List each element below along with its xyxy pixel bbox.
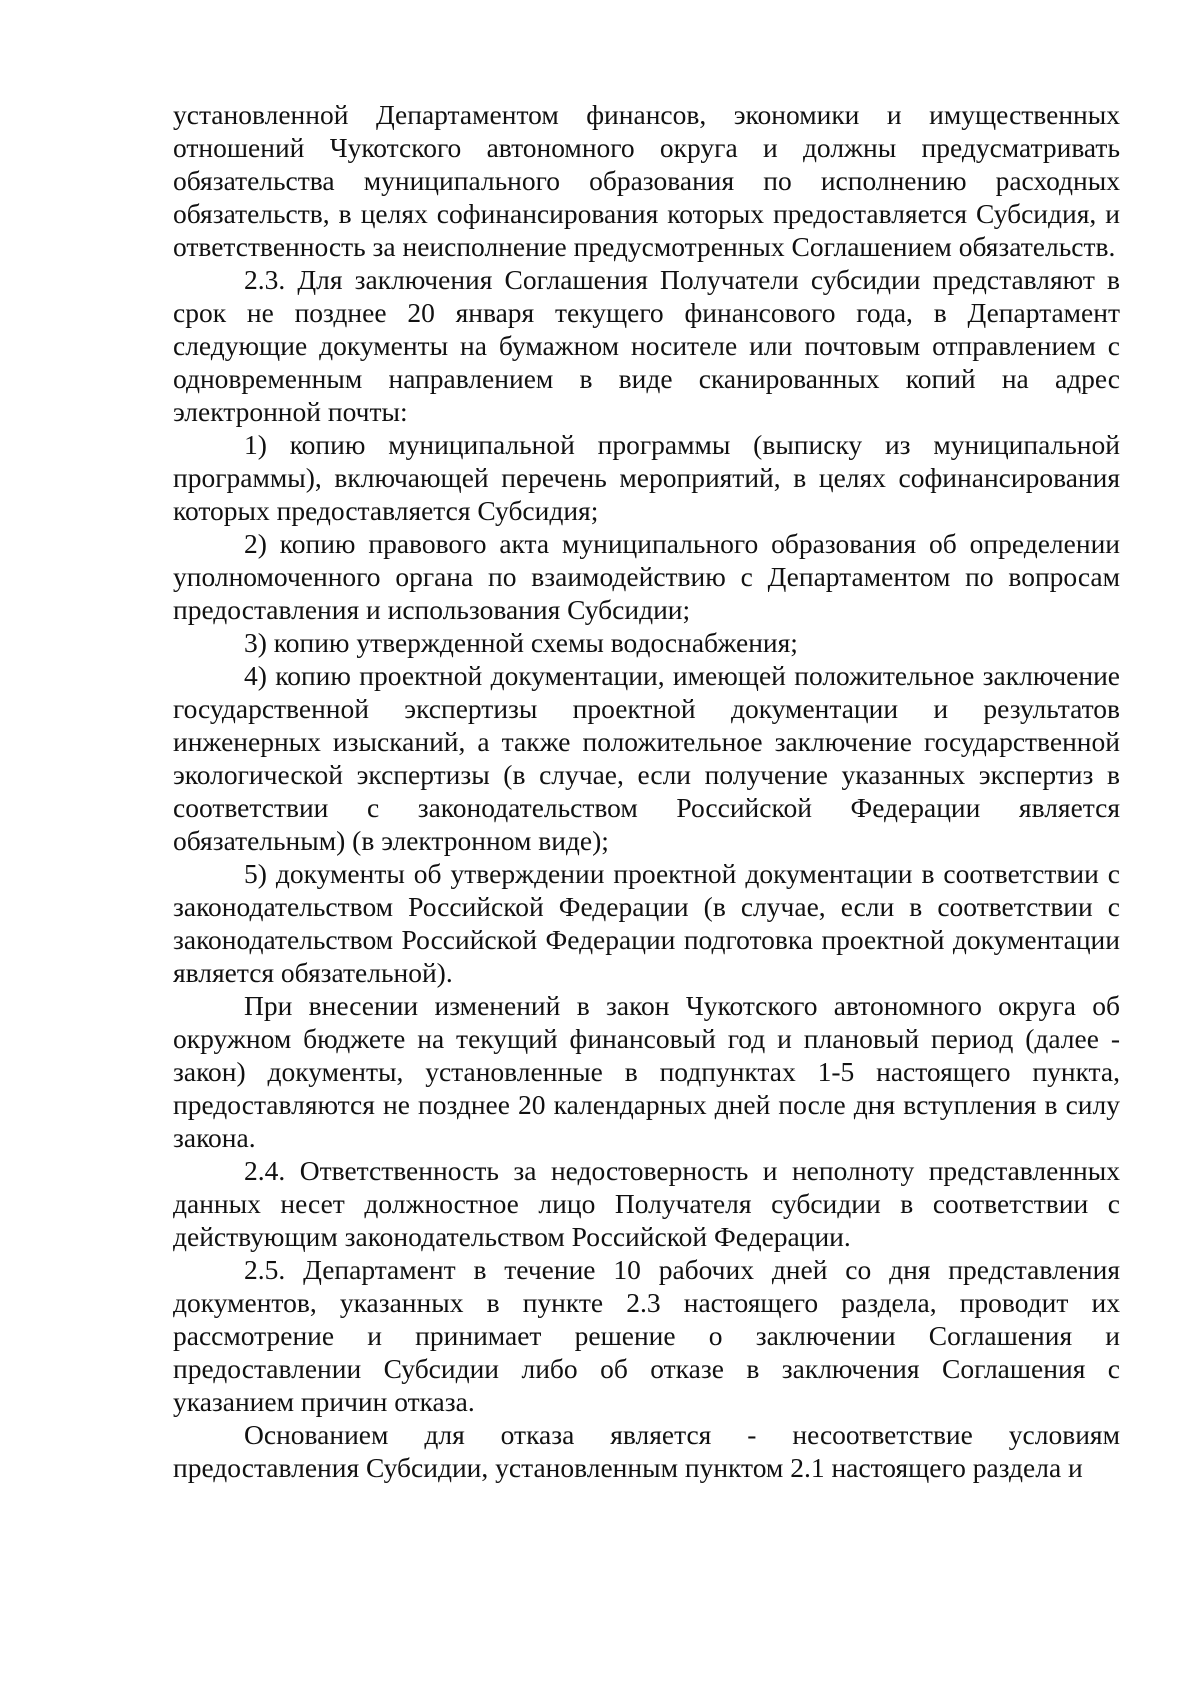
document-body (173, 98, 1120, 1484)
paragraph-refusal-grounds: Основанием для отказа является - несоответствие условиям предоставления Субсидии, установленным пунктом 2.1 настоящего раздела и (173, 1419, 1120, 1483)
paragraph-2-4: 2.4. Ответственность за недостоверность и неполноту представленных данных несет должностное лицо Получателя субсидии в соответствии с действующим законодательством Российской Федерации. (173, 1155, 1120, 1252)
paragraph-amendments: При внесении изменений в закон Чукотского автономного округа об окружном бюджете на текущий финансовый год и плановый период (далее - закон) документы, установленные в подпунктах 1-5 настоящего пункта, предоставляются не позднее 20 календарных дней после дня вступления в силу закона. (173, 990, 1120, 1153)
list-item-2: 2) копию правового акта муниципального образования об определении уполномоченного органа по взаимодействию с Департаментом по вопросам предоставления и использования Субсидии; (173, 528, 1120, 625)
list-item-5: 5) документы об утверждении проектной документации в соответствии с законодательством Российской Федерации (в случае, если в соответствии с законодательством Российской Федерации подготовка проектной документации является обязательной). (173, 858, 1120, 988)
list-item-1: 1) копию муниципальной программы (выписку из муниципальной программы), включающей перечень мероприятий, в целях софинансирования которых предоставляется Субсидия; (173, 429, 1120, 526)
paragraph-continuation: установленной Департаментом финансов, экономики и имущественных отношений Чукотского автономного округа и должны предусматривать обязательства муниципального образования по исполнению расходных обязательств, в целях софинансирования которых предоставляется Субсидия, и ответственность за неисполнение предусмотренных Соглашением обязательств. (173, 99, 1120, 262)
paragraph-2-3: 2.3. Для заключения Соглашения Получатели субсидии представляют в срок не позднее 20 января текущего финансового года, в Департамент следующие документы на бумажном носителе или почтовым отправлением с одновременным направлением в виде сканированных копий на адрес электронной почты: (173, 264, 1120, 427)
list-item-4: 4) копию проектной документации, имеющей положительное заключение государственной экспертизы проектной документации и результатов инженерных изысканий, а также положительное заключение государственной экологической экспертизы (в случае, если получение указанных экспертиз в соответствии с законодательством Российской Федерации является обязательным) (в электронном виде); (173, 660, 1120, 856)
paragraph-2-5: 2.5. Департамент в течение 10 рабочих дней со дня представления документов, указанных в пункте 2.3 настоящего раздела, проводит их рассмотрение и принимает решение о заключении Соглашения и предоставлении Субсидии либо об отказе в заключения Соглашения с указанием причин отказа. (173, 1254, 1120, 1417)
list-item-3: 3) копию утвержденной схемы водоснабжения; (244, 627, 798, 658)
